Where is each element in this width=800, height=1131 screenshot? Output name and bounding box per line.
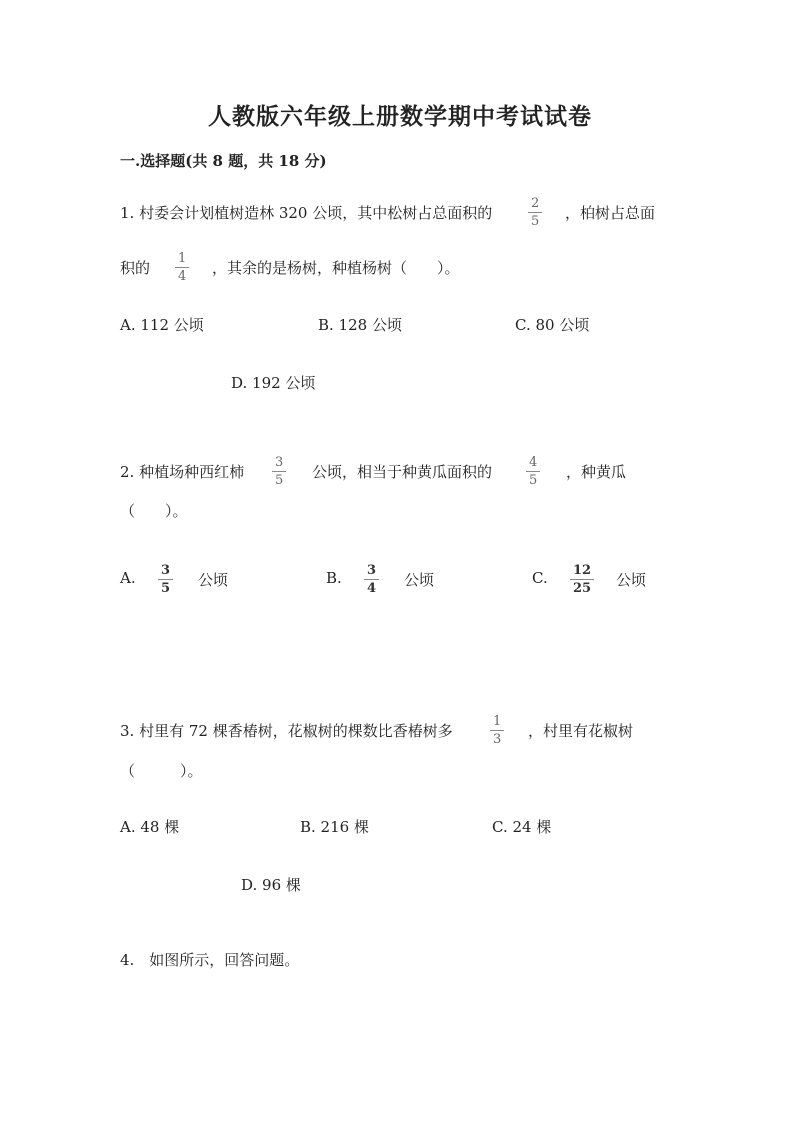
q3-option-c[interactable]: C. 24 棵 [492,818,552,836]
q2-option-a[interactable]: A. [120,569,136,587]
q1-fraction-2-den: 4 [178,269,187,284]
q3-text-a: 3. 村里有 72 棵香椿树，花椒树的棵数比香椿树多 [120,722,453,740]
q2-option-c-den: 25 [573,581,592,596]
q1-option-c[interactable]: C. 80 公顷 [515,316,590,334]
q1-text-a: 1. 村委会计划植树造林 320 公顷，其中松树占总面积的 [120,204,493,222]
q2-fraction-2-num: 4 [526,456,540,472]
q1-option-a[interactable]: A. 112 公顷 [120,316,204,334]
q1-text-b: ，柏树占总面 [565,204,656,222]
q3-option-d[interactable]: D. 96 棵 [241,876,301,894]
q2-fraction-1-den: 5 [275,473,284,488]
q3-text-c: （ ）。 [120,762,203,780]
q1-fraction-1 [528,197,542,228]
q2-option-c-num: 12 [570,564,594,580]
q2-option-c-fraction[interactable] [570,564,594,595]
q2-option-c-unit: 公顷 [616,571,647,589]
q2-option-b-num: 3 [364,564,379,580]
q3-text-b: ，村里有花椒树 [528,722,634,740]
q2-option-c[interactable]: C. [532,569,548,587]
section-heading: 一.选择题(共 8 题，共 18 分) [120,152,327,170]
q2-option-b-fraction[interactable] [364,564,379,595]
q2-fraction-2 [526,456,540,487]
q2-text-b: 公顷，相当于种黄瓜面积的 [312,463,493,481]
q3-fraction-1-num: 1 [490,715,504,731]
q2-option-b[interactable]: B. [326,569,342,587]
q3-option-b[interactable]: B. 216 棵 [300,818,369,836]
q1-fraction-2-num: 1 [175,252,189,268]
q3-option-a[interactable]: A. 48 棵 [120,818,180,836]
q1-text-d: ，其余的是杨树，种植杨树（ ）。 [212,259,460,277]
q2-option-a-den: 5 [161,581,171,596]
q2-fraction-1 [272,456,286,487]
q4-text: 4. 如图所示，回答问题。 [120,951,300,969]
q2-fraction-2-den: 5 [529,473,538,488]
q1-fraction-1-num: 2 [528,197,542,213]
q2-option-a-num: 3 [158,564,173,580]
q1-text-c: 积的 [120,259,151,277]
q2-text-a: 2. 种植场种西红柿 [120,463,245,481]
q2-option-b-unit: 公顷 [404,571,435,589]
q2-text-c: ，种黄瓜 [566,463,627,481]
q2-option-b-den: 4 [367,581,377,596]
page-title: 人教版六年级上册数学期中考试试卷 [208,103,592,130]
q3-fraction-1 [490,715,504,746]
q2-fraction-1-num: 3 [272,456,286,472]
q3-fraction-1-den: 3 [493,732,502,747]
q2-option-a-unit: 公顷 [198,571,229,589]
q1-option-d[interactable]: D. 192 公顷 [231,374,316,392]
q2-option-a-fraction[interactable] [158,564,173,595]
q2-text-d: （ ）。 [120,502,188,520]
q1-fraction-2 [175,252,189,283]
q1-option-b[interactable]: B. 128 公顷 [318,316,402,334]
q1-fraction-1-den: 5 [531,214,540,229]
